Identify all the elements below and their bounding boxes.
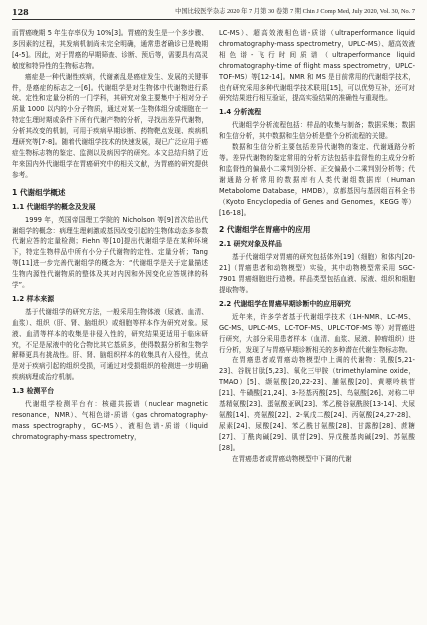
paragraph: 在胃癌患者或胃癌动物模型中上调的代谢物：乳酸[5,21-23]、谷胱甘肽[5,23]、氧化三甲胺（trimethylamine oxide，TMAO）[5]、缬氨酸[20,22-23]、脯氨酸[20]、黄嘌呤核苷[21]、牛磺酸[21,24]、3-羟基丙酸[25]、鸟氨酸[26]、对称二甲基精氨酸[23]、蛋氨酸亚砜[23]、苯乙酰谷氨酰胺[13-14]、犬尿氨酸[14]、亮氨酸[22]、2-氧戊二酸[24]、丙氨酸[24,27-28]、尿素[24]、尿酸[24]、苯乙酰甘氨酸[28]、甘露醇[28]、蔗糖[27]、丁酰肉碱[29]、肌苷[29]、异戊酰基肉碱[29]、苏氨酸[28]。	[219, 356, 415, 452]
paragraph: 代谢组学分析流程包括：样品的收集与制备；数据采集；数据和生信分析，其中数据和生信分析是整个分析流程的关键。	[219, 121, 415, 141]
paragraph: 基于代谢组学的研究方法，一般采用生物体液（尿液、血清、血浆）、组织（肝、肾、脑组织）或细胞等样本作为研究对象。尿液、血清等样本的收集是非侵入性的，研究结果更适用于临床研究，不足是尿液中的化合物比其它基质多，使得数据分析和生物学解释更具有挑战性。肝、肾、脑组织样本的收集具有入侵性，优点是对于疾病引起的组织受损，可通过对受损组织的检测进一步明确疾病病理或治疗机制。	[12, 307, 208, 382]
subsection-heading: 2.2 代谢组学在胃癌早期诊断中的应用研究	[219, 299, 351, 308]
running-header	[12, 8, 415, 20]
section-heading: 1 代谢组学概述	[12, 187, 66, 197]
left-column	[12, 28, 208, 465]
paragraph: 而胃癌晚期 5 年生存率仅为 10%[3]。胃癌的发生是一个多步骤、多因素的过程，其发病机制尚未完全明确，通常患者确诊已是晚期[4-5]。因此，对于胃癌的早期筛查、诊断、预后等，需要具有高灵敏度和特异性的生物标志物。	[12, 29, 208, 70]
subsection-heading: 2.1 研究对象及样品	[219, 240, 282, 249]
paragraph: 代谢组学检测平台有：核磁共振谱（nuclear magnetic resonance，NMR）、气相色谱-质谱（gas chromatography-mass spectrography，GC-MS）、液相色谱-质谱（liquid chromatography-mass spectrometry，	[12, 400, 208, 441]
page-number: 128	[12, 7, 29, 17]
subsection-heading: 1.1 代谢组学的概念及发展	[12, 202, 96, 211]
two-column-body	[12, 28, 415, 465]
paragraph: 近年来，许多学者基于代谢组学技术（1H-NMR、LC-MS、GC-MS、UPLC-MS、LC-TOF-MS、UPLC-TOF-MS 等）对胃癌进行研究，大部分采用患者样本（血清、血浆、尿液、肿瘤组织）进行分析，发现了与胃癌早期诊断相关的多种潜在代谢生物标志物。	[219, 312, 415, 354]
paragraph: 基于代谢组学对胃癌的研究包括体外[19]（细胞）和体内[20-21]（胃癌患者和动物模型）实验，其中动物模型常采用 SGC-7901 胃癌细胞进行造模。样品类型包括血液、尿液、组织和细胞提取物等。	[219, 253, 415, 295]
right-column	[219, 28, 415, 465]
paragraph: LC-MS）、超高效液相色谱-质谱（ultraperformance liquid chromatography-mass spectrometry，UPLC-MS）、超高效液相色谱-飞行时间质谱（ultraperformance liquid chromatography-time of flight mass spectrometry，UPLC-TOF-MS）等[12-14]。NMR 和 MS 是目前常用的代谢组学技术，也有研究采用多种代谢组学技术联用[15]，可以优势互补，还可对研究结果进行相互验证，提高实验结果的准确性与重现性。	[219, 29, 415, 103]
paragraph: 数据和生信分析主要包括差异代谢物的鉴定、代谢通路分析等。差异代谢物的鉴定常用的分析方法包括非监督性的主成分分析和监督性的偏最小二乘判别分析、正交偏最小二乘判别分析等；代谢通路分析常用的数据库有人类代谢组数据库（Human Metabolome Database，HMDB），京都基因与基因组百科全书（Kyoto Encyclopedia of Genes and Genomes，KEGG 等）[16-18]。	[219, 143, 415, 217]
paragraph: 1999 年，英国帝国理工学院的 Nicholson 等[9]首次给出代谢组学的概念：病理生理刺激或基因改变引起的生物体动态多参数代谢应答的定量检测；Fiehn 等[10]提出代谢组学是在某种环境下，特定生物样品中所有小分子代谢物的定性、定量分析；Tang 等[11]进一步完善代谢组学的概念为：“代谢组学是关于定量描述生物内源性代谢物质的整体及其对内因和外因变化应答规律的科学”。	[12, 215, 208, 290]
paragraph: 癌症是一种代谢性疾病，代谢紊乱是癌症发生、发展的关键事件，是癌症的标志之一[6]。代谢组学是对生物体中代谢物进行系统、定性和定量分析的一门学科，其研究对象主要集中于相对分子质量 1000 以内的小分子物质，通过对某一生物体组分或细胞在一特定生理时期或条件下所有代谢产物的分析，寻找出差异代谢物，分析其改变的机制，可用于疾病早期诊断、药物靶点发现、疾病机理研究等[7-8]。随着代谢组学技术的快速发展，现已广泛应用于癌症生物标志物的鉴定、监测以及病因学的研究。本文总结归纳了近年来国内外代谢组学在胃癌研究中的相关文献，为胃癌的研究提供参考。	[12, 72, 208, 179]
subsection-heading: 1.3 检测平台	[12, 387, 55, 396]
subsection-heading: 1.4 分析流程	[219, 108, 262, 117]
paragraph: 在胃癌患者或胃癌动物模型中下调的代谢	[232, 454, 352, 463]
section-heading: 2 代谢组学在胃癌中的应用	[219, 225, 311, 235]
journal-citation-line: 中国比较医学杂志 2020 年 7 月第 30 卷第 7 期 Chin J Comp Med, July 2020, Vol. 30, No. 7	[175, 8, 415, 15]
subsection-heading: 1.2 样本来源	[12, 294, 55, 303]
